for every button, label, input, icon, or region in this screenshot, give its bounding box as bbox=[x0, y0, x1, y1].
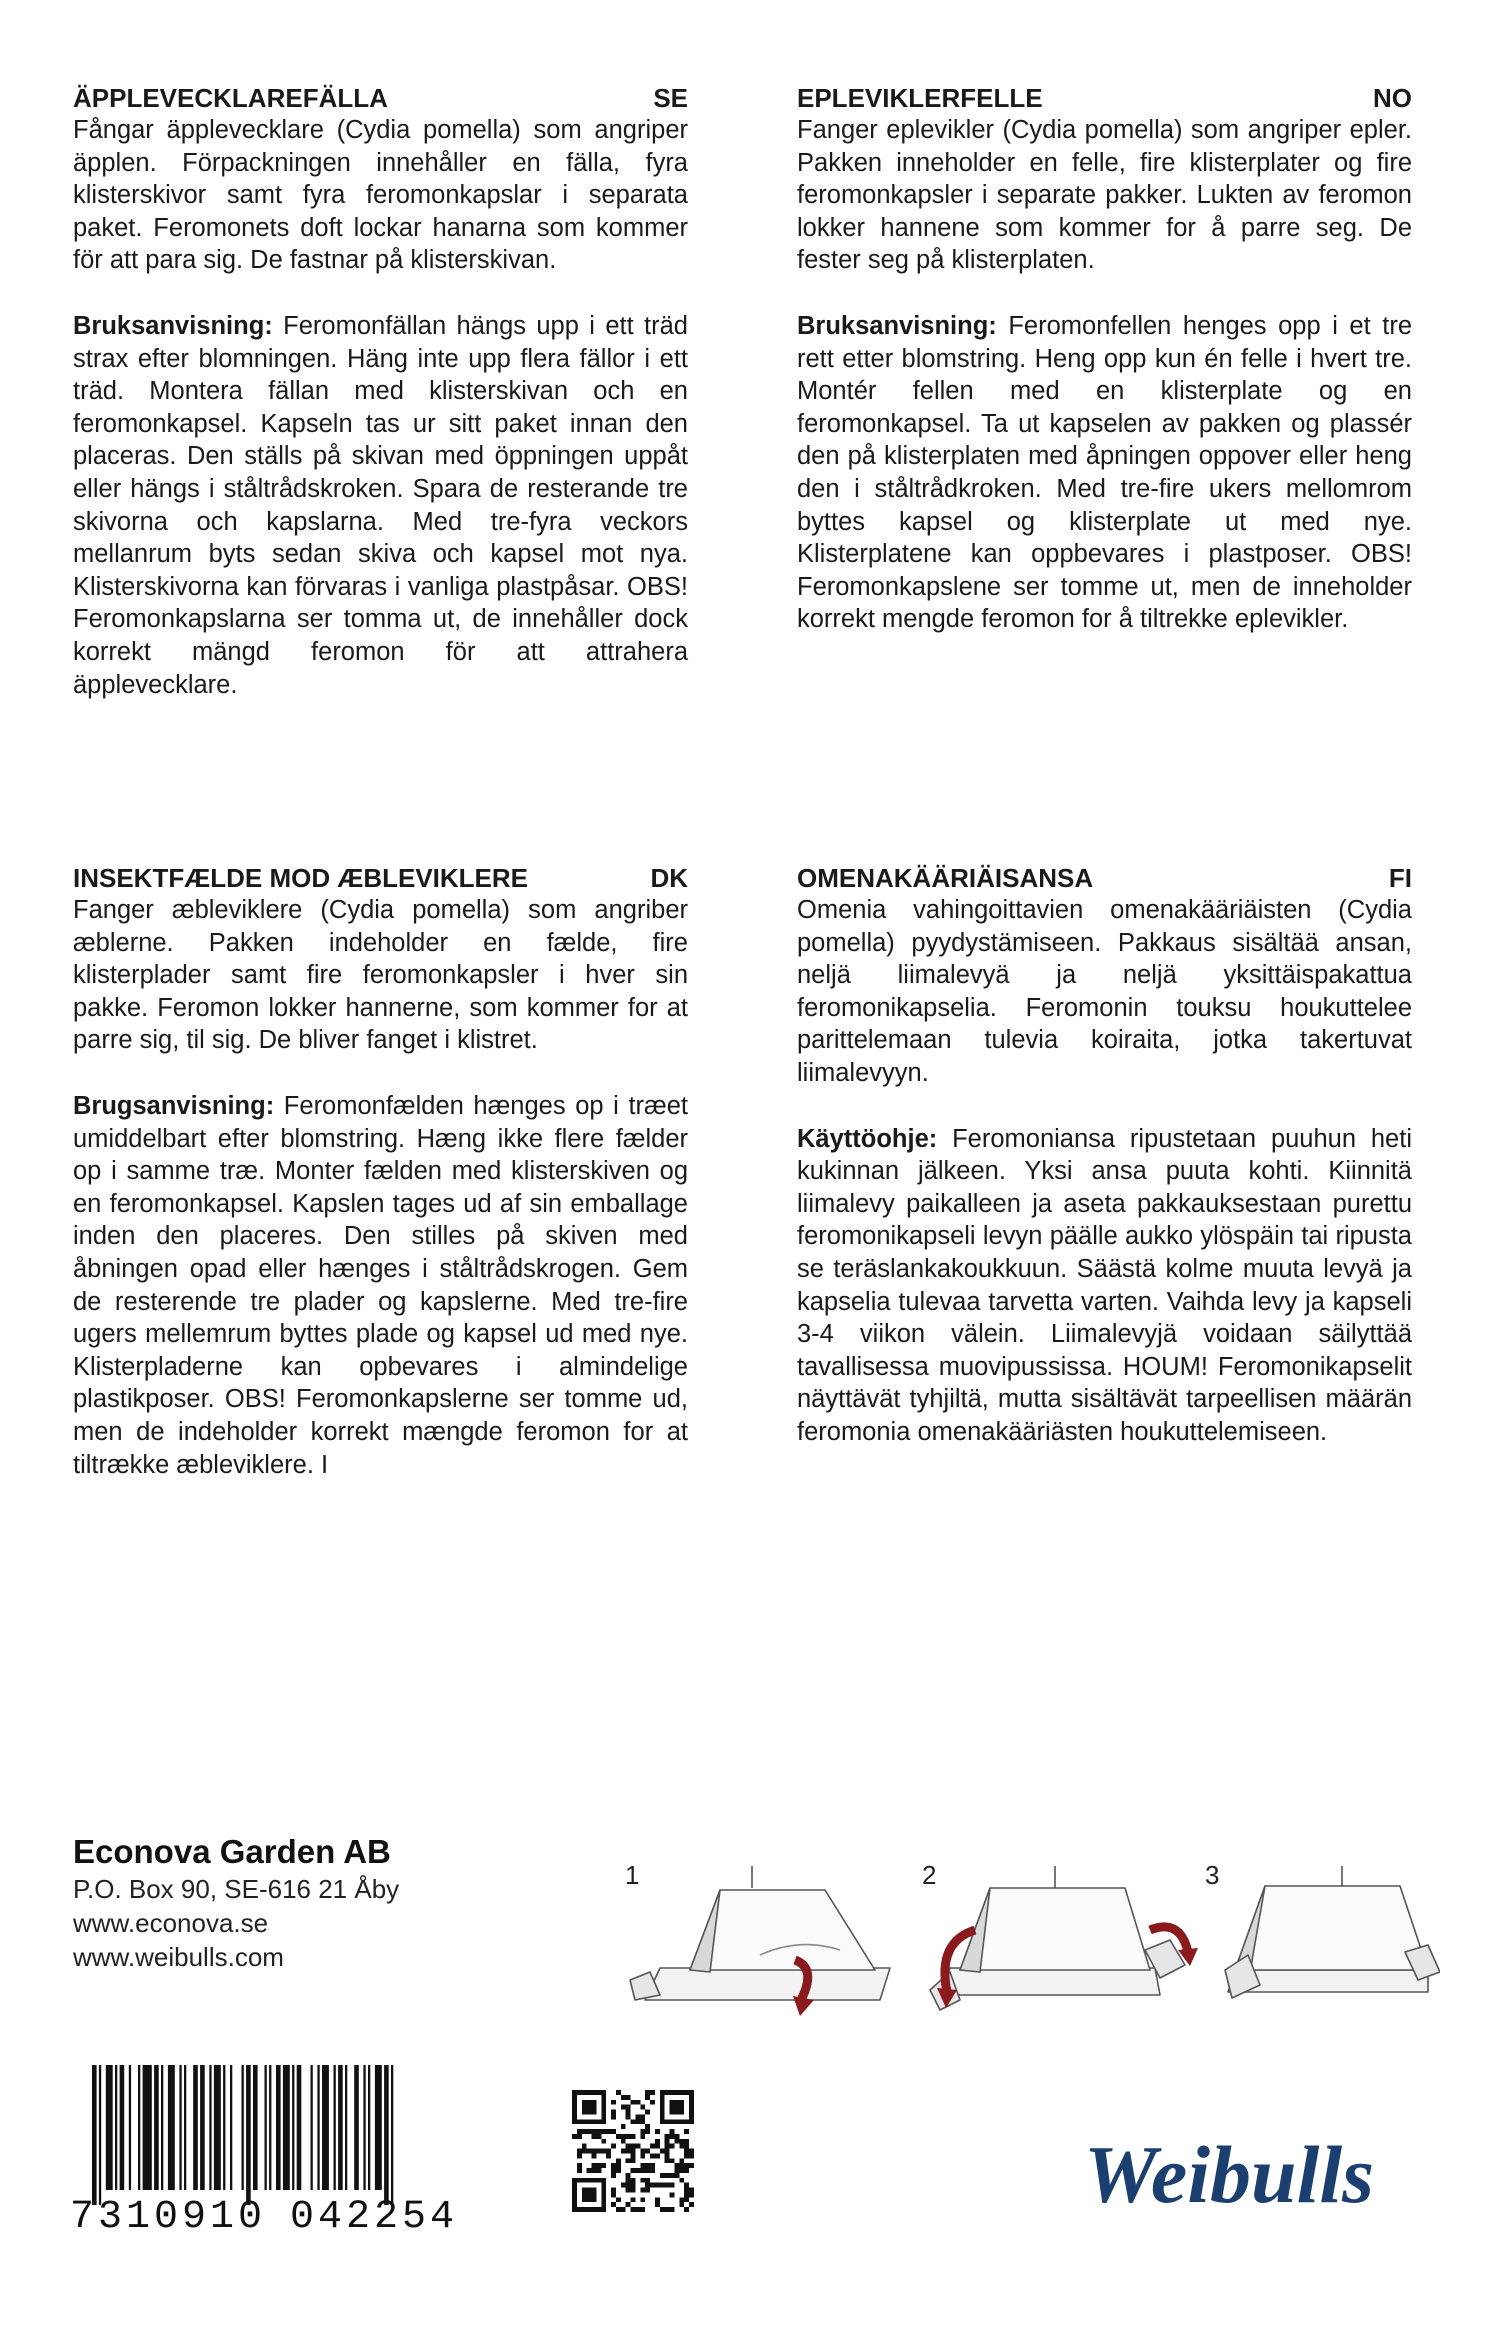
qr-module bbox=[640, 2129, 645, 2134]
qr-module bbox=[655, 2129, 660, 2134]
qr-module bbox=[626, 2134, 631, 2139]
qr-module bbox=[674, 2163, 679, 2168]
qr-module bbox=[616, 2207, 621, 2212]
section-title: INSEKTFÆLDE MOD ÆBLEVIKLERE bbox=[73, 863, 529, 893]
qr-module bbox=[650, 2100, 655, 2105]
qr-module bbox=[592, 2149, 597, 2154]
intro-text: Omenia vahingoittavien omenakääriäisten (Cydia pomella) pyydystämiseen. Pakkaus sisältää ansan, neljä liimalevyä ja neljä yksittäispakattua feromonikapselia. Feromonin touksu houkuttelee parittelemaan tulevia koiraita, jotka takertuvat liimalevyyn. bbox=[797, 896, 1412, 1087]
qr-module bbox=[670, 2183, 675, 2188]
barcode-bar bbox=[269, 2065, 271, 2190]
qr-module bbox=[626, 2173, 631, 2178]
qr-module bbox=[621, 2095, 626, 2100]
qr-module bbox=[645, 2183, 650, 2188]
qr-module bbox=[577, 2168, 582, 2173]
qr-module bbox=[665, 2183, 670, 2188]
qr-module bbox=[684, 2144, 689, 2149]
qr-module bbox=[631, 2183, 636, 2188]
qr-module bbox=[611, 2188, 616, 2193]
qr-module bbox=[577, 2129, 582, 2134]
usage-text bbox=[797, 310, 1412, 636]
barcode-bar bbox=[338, 2065, 343, 2190]
qr-module bbox=[596, 2163, 601, 2168]
barcode-bar bbox=[391, 2065, 393, 2205]
qr-module bbox=[650, 2153, 655, 2158]
usage-text bbox=[73, 1090, 688, 1481]
qr-module bbox=[616, 2134, 621, 2139]
barcode-bar bbox=[138, 2065, 140, 2190]
barcode-bar bbox=[184, 2065, 186, 2190]
qr-module bbox=[670, 2207, 675, 2212]
qr-module bbox=[679, 2163, 684, 2168]
qr-module bbox=[592, 2134, 597, 2139]
qr-module bbox=[635, 2144, 640, 2149]
usage-label: Bruksanvisning: bbox=[73, 311, 273, 340]
barcode-bar bbox=[214, 2065, 221, 2190]
section-header bbox=[797, 862, 1412, 894]
barcode-bar bbox=[161, 2065, 163, 2190]
qr-module bbox=[670, 2192, 675, 2197]
qr-module bbox=[631, 2119, 636, 2124]
section-fi bbox=[797, 862, 1412, 1449]
qr-module bbox=[640, 2163, 645, 2168]
qr-module bbox=[679, 2202, 684, 2207]
qr-module bbox=[689, 2202, 694, 2207]
qr-module bbox=[631, 2158, 636, 2163]
qr-module bbox=[601, 2129, 606, 2134]
qr-module bbox=[606, 2129, 611, 2134]
qr-module bbox=[674, 2173, 679, 2178]
qr-module bbox=[640, 2119, 645, 2124]
qr-module bbox=[621, 2134, 626, 2139]
usage-label: Käyttöohje: bbox=[797, 1124, 938, 1153]
qr-module bbox=[665, 2134, 670, 2139]
qr-module bbox=[689, 2188, 694, 2193]
barcode-bar bbox=[265, 2065, 267, 2190]
qr-module bbox=[684, 2149, 689, 2154]
qr-module bbox=[679, 2197, 684, 2202]
qr-module bbox=[577, 2149, 582, 2154]
qr-module bbox=[616, 2197, 621, 2202]
company-address: P.O. Box 90, SE-616 21 Åby bbox=[73, 1874, 400, 1904]
barcode-first-digit: 7 bbox=[70, 2195, 95, 2240]
qr-module bbox=[645, 2090, 650, 2095]
qr-module bbox=[650, 2090, 655, 2095]
usage-text bbox=[73, 310, 688, 701]
usage-body: Feromonfällan hängs upp i ett träd strax efter blomningen. Häng inte upp flera fällor i ett träd. Montera fällan med klisterskivan och en feromonkapsel. Kapseln tas ur sitt paket innan den placeras. Den ställs på skivan med öppningen uppåt eller hängs i ståltrådskroken. Spara de resterande tre skivorna och kapslarna. Med tre-fyra veckors mellanrum byts sedan skiva och kapsel mot nya. Klisterskivorna kan förvaras i vanliga plastpåsar. OBS! Feromonkapslarna ser tomma ut, de innehåller dock korrekt mängd feromon för att attrahera äpplevecklare. bbox=[73, 311, 688, 699]
usage-text bbox=[797, 1123, 1412, 1449]
qr-module bbox=[621, 2124, 626, 2129]
step-number: 3 bbox=[1205, 1860, 1220, 1890]
qr-module bbox=[621, 2207, 626, 2212]
qr-module bbox=[640, 2207, 645, 2212]
barcode-bar bbox=[92, 2065, 97, 2205]
barcode-digits bbox=[70, 2195, 490, 2243]
barcode-bar bbox=[297, 2065, 302, 2190]
barcode-bar bbox=[242, 2065, 244, 2190]
barcode-bar bbox=[345, 2065, 347, 2190]
section-header bbox=[73, 862, 688, 894]
qr-code bbox=[572, 2090, 694, 2212]
barcode-bar bbox=[322, 2065, 329, 2190]
qr-module bbox=[587, 2149, 592, 2154]
qr-module bbox=[645, 2124, 650, 2129]
qr-module bbox=[684, 2139, 689, 2144]
qr-module bbox=[631, 2144, 636, 2149]
qr-module bbox=[621, 2183, 626, 2188]
qr-module bbox=[592, 2129, 597, 2134]
qr-module bbox=[650, 2168, 655, 2173]
qr-module bbox=[660, 2207, 665, 2212]
section-se bbox=[73, 82, 688, 701]
qr-module bbox=[626, 2178, 631, 2183]
company-name: Econova Garden AB bbox=[73, 1833, 391, 1870]
qr-module bbox=[616, 2090, 621, 2095]
qr-module bbox=[621, 2139, 626, 2144]
language-code: NO bbox=[1373, 83, 1412, 113]
qr-module bbox=[606, 2153, 611, 2158]
barcode-bar bbox=[375, 2065, 382, 2190]
barcode-bar bbox=[115, 2065, 117, 2190]
qr-module bbox=[631, 2168, 636, 2173]
qr-module bbox=[684, 2188, 689, 2193]
qr-module bbox=[582, 2100, 597, 2115]
qr-module bbox=[655, 2139, 660, 2144]
qr-module bbox=[626, 2202, 631, 2207]
qr-module bbox=[626, 2110, 631, 2115]
brand-logo-text: Weibulls bbox=[1084, 2129, 1375, 2220]
section-title: EPLEVIKLERFELLE bbox=[797, 83, 1043, 113]
qr-module bbox=[611, 2163, 616, 2168]
qr-module bbox=[679, 2158, 684, 2163]
company-info bbox=[73, 1832, 493, 1974]
barcode-bar bbox=[120, 2065, 125, 2190]
barcode-bars bbox=[70, 2055, 490, 2205]
qr-module bbox=[611, 2173, 616, 2178]
qr-module bbox=[670, 2158, 675, 2163]
qr-module bbox=[670, 2129, 675, 2134]
barcode-bar bbox=[363, 2065, 365, 2190]
qr-module bbox=[670, 2100, 685, 2115]
usage-body: Feromonfellen henges opp i et tre rett etter blomstring. Heng opp kun én felle i hvert tre. Montér fellen med en klisterplate og en feromonkapsel. Ta ut kapselen av pakken og plassér den på klisterplaten med åpningen oppover eller heng den i ståltrådkroken. Med tre-fire ukers mellomrom byttes kapsel og klisterplate ut med nye. Klisterplatene kan oppbevares i plastposer. OBS! Feromonkapslene ser tomme ut, men de inneholder korrekt mengde feromon for å tiltrekke eplevikler. bbox=[797, 311, 1412, 634]
qr-module bbox=[626, 2183, 631, 2188]
section-no bbox=[797, 82, 1412, 636]
qr-module bbox=[689, 2163, 694, 2168]
company-website: www.econova.se bbox=[73, 1908, 269, 1938]
company-website: www.weibulls.com bbox=[73, 1942, 284, 1972]
qr-module bbox=[674, 2168, 679, 2173]
qr-module bbox=[635, 2119, 640, 2124]
language-code: DK bbox=[650, 863, 688, 893]
qr-module bbox=[679, 2168, 684, 2173]
qr-module bbox=[631, 2153, 636, 2158]
qr-module bbox=[645, 2149, 650, 2154]
qr-module bbox=[640, 2105, 645, 2110]
step-number: 2 bbox=[922, 1860, 937, 1890]
intro-text: Fanger eplevikler (Cydia pomella) som angriper epler. Pakken inneholder en felle, fire klisterplater og fire feromonkapsler i separate pakker. Lukten av feromon lokker hannene som kommer for å parre seg. De fester seg på klisterplaten. bbox=[797, 116, 1412, 275]
qr-module bbox=[631, 2197, 636, 2202]
barcode-bar bbox=[384, 2065, 389, 2205]
qr-module bbox=[611, 2144, 616, 2149]
qr-module bbox=[640, 2153, 645, 2158]
qr-module bbox=[592, 2168, 597, 2173]
qr-module bbox=[631, 2178, 636, 2183]
qr-module bbox=[684, 2192, 689, 2197]
barcode-bar bbox=[311, 2065, 313, 2190]
qr-module bbox=[577, 2134, 582, 2139]
barcode-bar bbox=[99, 2065, 101, 2205]
qr-module bbox=[582, 2149, 587, 2154]
qr-module bbox=[650, 2144, 655, 2149]
qr-module bbox=[665, 2173, 670, 2178]
section-title: OMENAKÄÄRIÄISANSA bbox=[797, 863, 1094, 893]
qr-module bbox=[611, 2100, 616, 2105]
language-code: SE bbox=[653, 83, 688, 113]
qr-module bbox=[606, 2149, 611, 2154]
language-code: FI bbox=[1388, 863, 1412, 893]
qr-module bbox=[645, 2129, 650, 2134]
qr-module bbox=[655, 2153, 660, 2158]
qr-module bbox=[660, 2183, 665, 2188]
qr-module bbox=[587, 2168, 592, 2173]
qr-module bbox=[665, 2158, 670, 2163]
qr-module bbox=[635, 2114, 640, 2119]
barcode-bar bbox=[193, 2065, 198, 2190]
qr-module bbox=[650, 2163, 655, 2168]
qr-module bbox=[645, 2178, 650, 2183]
qr-module bbox=[616, 2163, 621, 2168]
qr-module bbox=[684, 2163, 689, 2168]
qr-module bbox=[616, 2158, 621, 2163]
qr-module bbox=[577, 2153, 582, 2158]
barcode-bar bbox=[230, 2065, 232, 2190]
qr-module bbox=[670, 2144, 675, 2149]
qr-module bbox=[645, 2163, 650, 2168]
qr-module bbox=[674, 2134, 679, 2139]
qr-module bbox=[674, 2139, 679, 2144]
intro-text: Fångar äpplevecklare (Cydia pomella) som angriper äpplen. Förpackningen innehåller en fälla, fyra klisterskivor samt fyra feromonkapslar i separata paket. Feromonets doft lockar hanarna som kommer för att para sig. De fastnar på klisterskivan. bbox=[73, 116, 688, 275]
qr-module bbox=[640, 2168, 645, 2173]
barcode-group-left: 310910 bbox=[98, 2195, 267, 2240]
qr-module bbox=[596, 2149, 601, 2154]
barcode-bar bbox=[283, 2065, 290, 2190]
barcode-bar bbox=[253, 2065, 258, 2190]
qr-module bbox=[684, 2197, 689, 2202]
qr-module bbox=[665, 2207, 670, 2212]
usage-body: Feromonfælden hænges op i træet umiddelbart efter blomstring. Hæng ikke flere fælder op i samme træ. Monter fælden med klisterskiven og en feromonkapsel. Kapslen tages ud af sin emballage inden den placeres. Den stilles på skiven med åbningen opad eller hænges i ståltrådskrogen. Gem de resterende tre plader og kapslerne. Med tre-fire ugers mellemrum byttes plade og kapsel ud med nye. Klisterpladerne kan opbevares i almindelige plastikposer. OBS! Feromonkapslerne ser tomme ud, men de indeholder korrekt mængde feromon for at tiltrække æbleviklere. I bbox=[73, 1091, 688, 1479]
qr-module bbox=[626, 2144, 631, 2149]
qr-module bbox=[665, 2153, 670, 2158]
qr-module bbox=[631, 2207, 636, 2212]
qr-module bbox=[611, 2129, 616, 2134]
qr-module bbox=[684, 2129, 689, 2134]
qr-module bbox=[587, 2129, 592, 2134]
section-dk bbox=[73, 862, 688, 1481]
barcode-bar bbox=[292, 2065, 294, 2190]
qr-module bbox=[655, 2202, 660, 2207]
qr-module bbox=[679, 2144, 684, 2149]
trap-step-1 bbox=[630, 1866, 890, 2016]
qr-module bbox=[650, 2183, 655, 2188]
qr-module bbox=[655, 2197, 660, 2202]
barcode-bar bbox=[129, 2065, 131, 2190]
qr-module bbox=[611, 2114, 616, 2119]
qr-module bbox=[655, 2183, 660, 2188]
qr-module bbox=[645, 2168, 650, 2173]
qr-module bbox=[679, 2178, 684, 2183]
barcode-bar bbox=[317, 2065, 319, 2190]
qr-module bbox=[689, 2153, 694, 2158]
barcode-bar bbox=[143, 2065, 152, 2190]
qr-module bbox=[582, 2129, 587, 2134]
qr-module bbox=[631, 2188, 636, 2193]
qr-module bbox=[596, 2129, 601, 2134]
qr-module bbox=[601, 2149, 606, 2154]
qr-module bbox=[665, 2139, 670, 2144]
step-number: 1 bbox=[625, 1860, 640, 1890]
qr-module bbox=[689, 2149, 694, 2154]
qr-module bbox=[670, 2134, 675, 2139]
qr-module bbox=[640, 2134, 645, 2139]
barcode-group-right: 042254 bbox=[290, 2195, 459, 2240]
assembly-illustration bbox=[600, 1860, 1440, 2035]
trap-step-2 bbox=[930, 1866, 1198, 2010]
qr-module bbox=[626, 2158, 631, 2163]
qr-module bbox=[640, 2188, 645, 2193]
barcode-bar bbox=[223, 2065, 225, 2190]
barcode-bar bbox=[246, 2065, 251, 2205]
qr-module bbox=[592, 2153, 597, 2158]
qr-module bbox=[577, 2163, 582, 2168]
qr-module bbox=[684, 2183, 689, 2188]
section-title: ÄPPLEVECKLAREFÄLLA bbox=[73, 83, 388, 113]
barcode-bar bbox=[168, 2065, 175, 2190]
qr-module bbox=[660, 2149, 665, 2154]
qr-module bbox=[626, 2105, 631, 2110]
qr-module bbox=[684, 2153, 689, 2158]
qr-module bbox=[665, 2144, 670, 2149]
qr-module bbox=[689, 2192, 694, 2197]
qr-module bbox=[601, 2139, 606, 2144]
qr-module bbox=[645, 2188, 650, 2193]
section-header bbox=[73, 82, 688, 114]
qr-module bbox=[665, 2149, 670, 2154]
barcode-bar bbox=[154, 2065, 159, 2190]
qr-module bbox=[631, 2100, 636, 2105]
intro-text: Fanger æbleviklere (Cydia pomella) som angriber æblerne. Pakken indeholder en fælde, fire klisterplader samt fire feromonkapsler i hver sin pakke. Feromon lokker hannerne, som kommer for at parre sig, til sig. De bliver fanget i klistret. bbox=[73, 896, 688, 1055]
qr-module bbox=[616, 2168, 621, 2173]
qr-module bbox=[621, 2149, 626, 2154]
qr-module bbox=[679, 2139, 684, 2144]
barcode bbox=[70, 2055, 490, 2245]
qr-module bbox=[626, 2095, 631, 2100]
qr-module bbox=[684, 2168, 689, 2173]
usage-label: Brugsanvisning: bbox=[73, 1091, 275, 1120]
barcode-bar bbox=[106, 2065, 113, 2190]
qr-module bbox=[626, 2149, 631, 2154]
qr-module bbox=[611, 2202, 616, 2207]
qr-module bbox=[631, 2134, 636, 2139]
qr-module bbox=[635, 2168, 640, 2173]
qr-module bbox=[611, 2192, 616, 2197]
qr-module bbox=[621, 2105, 626, 2110]
qr-module bbox=[635, 2100, 640, 2105]
usage-body: Feromoniansa ripustetaan puuhun heti kukinnan jälkeen. Yksi ansa puuta kohti. Kiinnitä liimalevy paikalleen ja aseta pakkauksestaan purettu feromonikapseli levyn päälle aukko ylöspäin tai ripusta se teräslankakoukkuun. Säästä kolme muuta levyä ja kapselia tulevaa tarvetta varten. Vaihda levy ja kapseli 3-4 viikon välein. Liimalevyjä voidaan säilyttää tavallisessa muovipussissa. HOUM! Feromonikapselit näyttävät tyhjiltä, mutta sisältävät tarpeellisen määrän feromonia omenakääriästen houkuttelemiseen. bbox=[797, 1124, 1412, 1446]
qr-module bbox=[655, 2144, 660, 2149]
barcode-bar bbox=[334, 2065, 336, 2190]
barcode-bar bbox=[179, 2065, 181, 2190]
qr-module bbox=[596, 2134, 601, 2139]
qr-module bbox=[582, 2188, 597, 2203]
qr-module bbox=[611, 2110, 616, 2115]
barcode-bar bbox=[368, 2065, 370, 2190]
qr-module bbox=[626, 2188, 631, 2193]
qr-module bbox=[635, 2207, 640, 2212]
qr-module bbox=[670, 2173, 675, 2178]
qr-module bbox=[645, 2110, 650, 2115]
qr-module bbox=[640, 2149, 645, 2154]
qr-module bbox=[596, 2168, 601, 2173]
barcode-bar bbox=[276, 2065, 281, 2190]
qr-module bbox=[626, 2114, 631, 2119]
qr-module bbox=[645, 2095, 650, 2100]
trap-step-3 bbox=[1225, 1866, 1440, 1998]
weibulls-logo bbox=[1080, 2120, 1420, 2230]
barcode-bar bbox=[354, 2065, 359, 2190]
qr-module bbox=[631, 2149, 636, 2154]
qr-module bbox=[611, 2168, 616, 2173]
barcode-bar bbox=[209, 2065, 211, 2190]
qr-module bbox=[640, 2114, 645, 2119]
qr-module bbox=[582, 2144, 587, 2149]
qr-module bbox=[640, 2197, 645, 2202]
qr-module bbox=[601, 2163, 606, 2168]
qr-module bbox=[572, 2134, 577, 2139]
usage-label: Bruksanvisning: bbox=[797, 311, 997, 340]
qr-module bbox=[592, 2163, 597, 2168]
barcode-bar bbox=[200, 2065, 205, 2190]
qr-module bbox=[660, 2173, 665, 2178]
section-header bbox=[797, 82, 1412, 114]
qr-module bbox=[684, 2207, 689, 2212]
qr-module bbox=[640, 2178, 645, 2183]
